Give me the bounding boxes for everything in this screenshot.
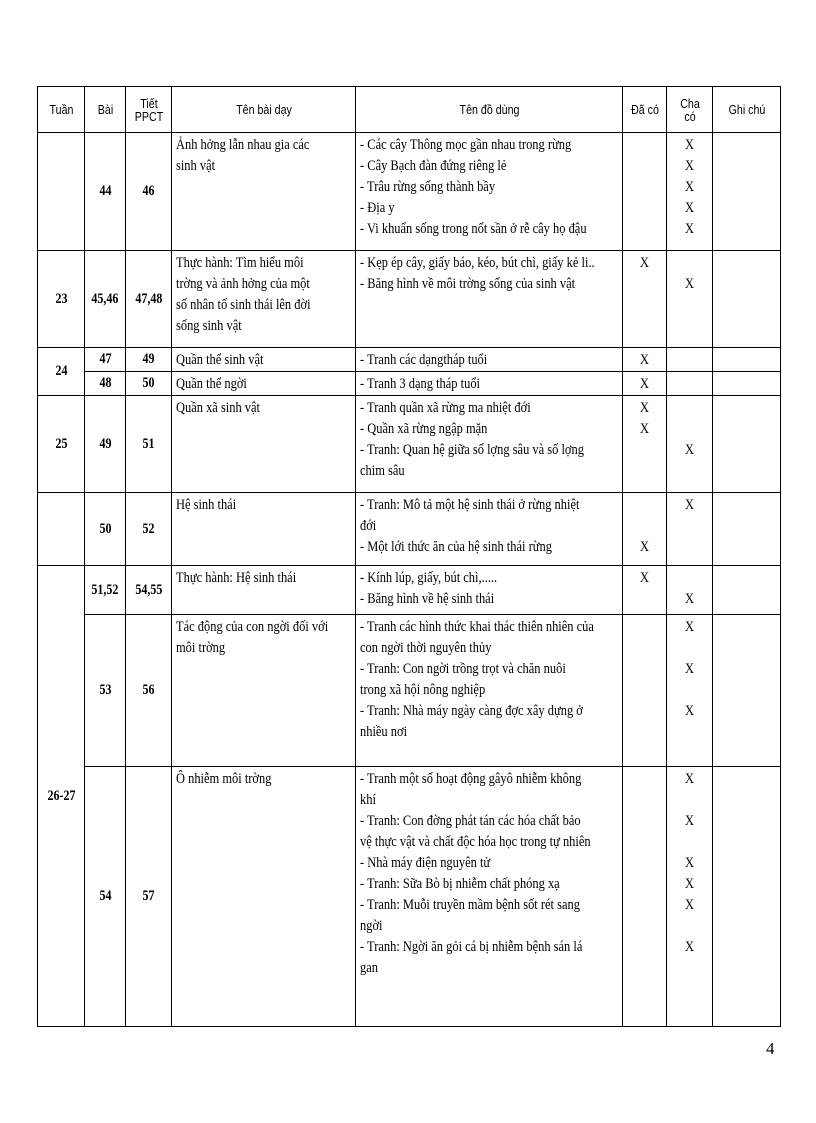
lesson-number-cell-text: 49 — [99, 435, 111, 452]
not-available-mark — [670, 568, 708, 589]
period-cell-text: 56 — [142, 682, 155, 698]
lesson-title-line: trờng và ảnh hởng của một — [176, 276, 310, 292]
available-mark: X — [639, 376, 650, 392]
period-cell — [126, 348, 172, 372]
not-available-cell — [667, 566, 713, 615]
note-cell — [713, 396, 781, 493]
equipment-item: - Tranh: Sữa Bò bị nhiễm chất phóng xạ — [360, 876, 560, 892]
equipment-item: - Các cây Thông mọc gần nhau trong rừng — [360, 137, 572, 153]
not-available-mark: X — [684, 497, 695, 513]
equipment-list-cell — [356, 493, 623, 566]
not-available-mark: X — [684, 276, 695, 292]
header-tiet-line1: Tiết — [139, 95, 158, 111]
not-available-mark: X — [684, 591, 695, 607]
available-mark — [626, 617, 663, 638]
available-mark — [626, 958, 663, 979]
equipment-item: - Tranh: Mô tả một hệ sinh thái ở rừng nhiệt — [360, 497, 580, 513]
equipment-item: chim sâu — [360, 463, 405, 479]
week-cell-text: 26-27 — [47, 787, 75, 804]
equipment-item: - Tranh 3 dạng tháp tuổi — [360, 376, 481, 392]
week-cell-text: 23 — [55, 290, 67, 307]
lesson-number-cell — [85, 372, 126, 396]
equipment-list-cell — [356, 251, 623, 348]
week-cell — [38, 251, 85, 348]
available-mark: X — [639, 539, 650, 555]
note-cell — [713, 493, 781, 566]
period-cell — [126, 566, 172, 615]
period-cell — [126, 133, 172, 251]
note-cell — [713, 566, 781, 615]
available-mark — [626, 156, 663, 177]
not-available-cell — [667, 493, 713, 566]
available-cell — [623, 493, 667, 566]
not-available-cell — [667, 615, 713, 767]
available-mark — [626, 198, 663, 219]
not-available-mark: X — [684, 897, 695, 913]
not-available-mark: X — [684, 876, 695, 892]
note-cell — [713, 372, 781, 396]
available-cell — [623, 372, 667, 396]
lesson-number-cell-text: 45,46 — [91, 290, 119, 307]
equipment-item: - Quần xã rừng ngập mặn — [360, 421, 488, 437]
available-cell — [623, 615, 667, 767]
not-available-mark: X — [684, 442, 695, 458]
table-body — [38, 133, 781, 1027]
not-available-cell — [667, 372, 713, 396]
period-cell — [126, 251, 172, 348]
table-row — [38, 372, 781, 396]
equipment-item: - Một lới thức ăn của hệ sinh thái rừng — [360, 539, 552, 555]
lesson-title-cell — [172, 251, 356, 348]
equipment-item: nhiều nơi — [360, 724, 408, 740]
equipment-item: ngời — [360, 918, 383, 934]
lesson-number-cell-text: 54 — [99, 888, 111, 904]
equipment-item: - Tranh một số hoạt động gâyô nhiễm không — [360, 771, 582, 787]
header-chua-co — [671, 87, 709, 133]
equipment-item: - Tranh: Nhà máy ngày càng đợc xây dựng ở — [360, 703, 583, 719]
period-cell — [126, 396, 172, 493]
lesson-title-line: Quần xã sinh vật — [176, 400, 261, 416]
lesson-title-line: Ô nhiễm môi trờng — [176, 771, 272, 787]
equipment-item: - Cây Bạch đàn đứng riêng lẻ — [360, 158, 507, 174]
not-available-mark — [670, 537, 708, 558]
not-available-cell — [667, 251, 713, 348]
lesson-number-cell — [85, 566, 126, 615]
table-row — [38, 251, 781, 348]
lesson-number-cell-text: 47 — [99, 351, 111, 367]
equipment-item: gan — [360, 960, 378, 976]
not-available-mark — [670, 461, 708, 482]
available-mark — [626, 680, 663, 701]
table-row — [38, 566, 781, 615]
equipment-table-container — [37, 86, 780, 1027]
not-available-mark: X — [684, 179, 695, 195]
equipment-list-cell — [356, 767, 623, 1027]
header-row — [38, 87, 781, 133]
lesson-title-cell — [172, 493, 356, 566]
not-available-mark — [670, 790, 708, 811]
not-available-mark — [670, 958, 708, 979]
available-cell — [623, 348, 667, 372]
not-available-mark — [670, 638, 708, 659]
available-mark — [626, 895, 663, 916]
lesson-number-cell-text: 53 — [99, 682, 111, 698]
available-mark — [626, 274, 663, 295]
lesson-title-line: Hệ sinh thái — [176, 497, 237, 513]
period-cell-text: 49 — [142, 351, 155, 367]
week-cell-text: 24 — [55, 363, 67, 379]
equipment-item: - Tranh: Ngời ăn gỏi cá bị nhiễm bệnh sán lá — [360, 939, 583, 955]
not-available-cell — [667, 133, 713, 251]
equipment-item: trong xã hội nông nghiệp — [360, 682, 486, 698]
available-mark — [626, 516, 663, 537]
lesson-title-line: Tác động của con ngời đối với — [176, 619, 329, 635]
lesson-number-cell — [85, 493, 126, 566]
not-available-mark: X — [684, 771, 695, 787]
table-row — [38, 615, 781, 767]
lesson-title-cell — [172, 566, 356, 615]
period-cell-text: 47,48 — [135, 290, 162, 307]
header-chua-co-line2: có — [683, 108, 696, 124]
lesson-title-line: số nhân tố sinh thái lên đời — [176, 297, 311, 313]
header-tuan: Tuần — [42, 87, 81, 133]
not-available-mark — [670, 350, 708, 371]
week-cell — [38, 566, 85, 1027]
available-mark — [626, 659, 663, 680]
lesson-title-cell — [172, 372, 356, 396]
available-mark: X — [639, 255, 650, 271]
lesson-number-cell — [85, 615, 126, 767]
not-available-mark — [670, 516, 708, 537]
period-cell-text: 46 — [142, 183, 155, 199]
equipment-item: - Tranh: Con ngời trồng trọt và chăn nuôi — [360, 661, 566, 677]
lesson-title-line: Quần thể sinh vật — [176, 352, 264, 368]
available-mark — [626, 853, 663, 874]
note-cell — [713, 133, 781, 251]
not-available-mark: X — [684, 661, 695, 677]
lesson-number-cell-text: 50 — [99, 520, 111, 537]
not-available-cell — [667, 396, 713, 493]
period-cell — [126, 493, 172, 566]
not-available-mark — [670, 398, 708, 419]
equipment-item: vệ thực vật và chất độc hóa học trong tự nhiên — [360, 834, 591, 850]
not-available-mark — [670, 374, 708, 395]
header-da-co: Đã có — [626, 87, 662, 133]
header-tiet — [130, 87, 168, 133]
lesson-number-cell — [85, 133, 126, 251]
not-available-mark — [670, 253, 708, 274]
not-available-mark — [670, 832, 708, 853]
week-cell — [38, 348, 85, 396]
lesson-number-cell — [85, 767, 126, 1027]
available-mark — [626, 937, 663, 958]
lesson-title-line: Thực hành: Tìm hiểu môi — [176, 255, 304, 271]
not-available-cell — [667, 348, 713, 372]
equipment-list-cell — [356, 372, 623, 396]
not-available-mark — [670, 722, 708, 743]
equipment-list-cell — [356, 133, 623, 251]
lesson-title-line: Ảnh hởng lẫn nhau gia các — [176, 137, 310, 153]
lesson-number-cell — [85, 251, 126, 348]
table-row — [38, 493, 781, 566]
equipment-item: - Tranh: Con đờng phát tán các hóa chất bảo — [360, 813, 581, 829]
note-cell — [713, 767, 781, 1027]
header-tiet-line2: PPCT — [134, 108, 163, 124]
equipment-item: - Trâu rừng sống thành bầy — [360, 179, 496, 195]
lesson-title-line: sống sinh vật — [176, 318, 242, 334]
equipment-item: - Tranh: Quan hệ giữa số lợng sâu và số lợng — [360, 442, 584, 458]
available-mark: X — [639, 400, 650, 416]
lesson-title-cell — [172, 767, 356, 1027]
lesson-title-cell — [172, 348, 356, 372]
week-cell — [38, 396, 85, 493]
equipment-item: - Địa y — [360, 200, 395, 216]
table-row — [38, 396, 781, 493]
available-mark — [626, 832, 663, 853]
available-mark: X — [639, 352, 650, 368]
page-number: 4 — [766, 1039, 775, 1058]
period-cell — [126, 767, 172, 1027]
lesson-title-line: môi trờng — [176, 640, 226, 656]
header-ten-do-dung: Tên đồ dùng — [380, 87, 599, 133]
equipment-item: - Băng hình về môi trờng sống của sinh vật — [360, 276, 576, 292]
not-available-mark: X — [684, 200, 695, 216]
not-available-mark: X — [684, 619, 695, 635]
not-available-mark: X — [684, 939, 695, 955]
equipment-item: - Kẹp ép cây, giấy báo, kéo, bút chì, giấy kẻ li.. — [360, 255, 595, 271]
available-cell — [623, 396, 667, 493]
lesson-number-cell-text: 44 — [99, 183, 111, 199]
not-available-mark — [670, 680, 708, 701]
equipment-item: con ngời thời nguyên thủy — [360, 640, 492, 656]
not-available-mark: X — [684, 221, 695, 237]
lesson-title-cell — [172, 615, 356, 767]
header-ten-bai: Tên bài dạy — [188, 87, 339, 133]
not-available-mark: X — [684, 137, 695, 153]
table-row — [38, 348, 781, 372]
not-available-cell — [667, 767, 713, 1027]
period-cell-text: 54,55 — [135, 581, 162, 598]
period-cell-text: 50 — [142, 375, 155, 391]
lesson-number-cell-text: 51,52 — [91, 581, 119, 598]
equipment-item: - Tranh các hình thức khai thác thiên nhiên của — [360, 619, 594, 635]
available-mark — [626, 790, 663, 811]
equipment-item: - Nhà máy điện nguyên tử — [360, 855, 491, 871]
equipment-item: - Tranh: Muỗi truyền mầm bệnh sốt rét sang — [360, 897, 580, 913]
available-mark — [626, 769, 663, 790]
table-row — [38, 767, 781, 1027]
note-cell — [713, 348, 781, 372]
period-cell — [126, 615, 172, 767]
lesson-number-cell-text: 48 — [99, 375, 111, 391]
not-available-mark — [670, 419, 708, 440]
equipment-list-cell — [356, 615, 623, 767]
available-mark — [626, 916, 663, 937]
available-mark — [626, 461, 663, 482]
available-mark — [626, 135, 663, 156]
available-mark: X — [639, 570, 650, 586]
available-cell — [623, 767, 667, 1027]
equipment-item: - Tranh quần xã rừng ma nhiệt đới — [360, 400, 531, 416]
available-mark — [626, 440, 663, 461]
available-cell — [623, 251, 667, 348]
lesson-number-cell — [85, 348, 126, 372]
equipment-item: - Băng hình về hệ sinh thái — [360, 591, 495, 607]
equipment-item: - Kính lúp, giấy, bút chì,..... — [360, 570, 498, 586]
lesson-number-cell — [85, 396, 126, 493]
lesson-title-line: Thực hành: Hệ sinh thái — [176, 570, 297, 586]
period-cell-text: 52 — [142, 520, 155, 537]
lesson-title-line: sinh vật — [176, 158, 216, 174]
not-available-mark — [670, 916, 708, 937]
available-mark — [626, 495, 663, 516]
available-mark — [626, 722, 663, 743]
header-ghi-chu: Ghi chú — [719, 87, 775, 133]
note-cell — [713, 615, 781, 767]
equipment-table — [37, 86, 781, 1027]
period-cell-text: 51 — [142, 435, 155, 452]
available-cell — [623, 566, 667, 615]
equipment-item: đới — [360, 518, 377, 534]
week-cell-text: 25 — [55, 435, 67, 452]
period-cell-text: 57 — [142, 888, 155, 904]
table-row — [38, 133, 781, 251]
not-available-mark: X — [684, 813, 695, 829]
equipment-list-cell — [356, 348, 623, 372]
lesson-title-line: Quần thể ngời — [176, 376, 247, 392]
header-bai: Bài — [88, 87, 122, 133]
available-mark — [626, 638, 663, 659]
lesson-title-cell — [172, 133, 356, 251]
available-mark — [626, 589, 663, 610]
available-mark — [626, 811, 663, 832]
equipment-list-cell — [356, 396, 623, 493]
not-available-mark: X — [684, 855, 695, 871]
available-mark — [626, 177, 663, 198]
week-cell — [38, 493, 85, 566]
available-cell — [623, 133, 667, 251]
week-cell — [38, 133, 85, 251]
equipment-item: khí — [360, 792, 376, 808]
equipment-item: - Vi khuẩn sống trong nốt sần ở rễ cây họ đậu — [360, 221, 587, 237]
equipment-item: - Tranh các dạngtháp tuổi — [360, 352, 488, 368]
not-available-mark: X — [684, 158, 695, 174]
lesson-title-cell — [172, 396, 356, 493]
equipment-list-cell — [356, 566, 623, 615]
available-mark — [626, 701, 663, 722]
not-available-mark: X — [684, 703, 695, 719]
available-mark: X — [639, 421, 650, 437]
header-chua-co-line1: Cha — [679, 95, 700, 111]
available-mark — [626, 874, 663, 895]
note-cell — [713, 251, 781, 348]
period-cell — [126, 372, 172, 396]
available-mark — [626, 219, 663, 240]
